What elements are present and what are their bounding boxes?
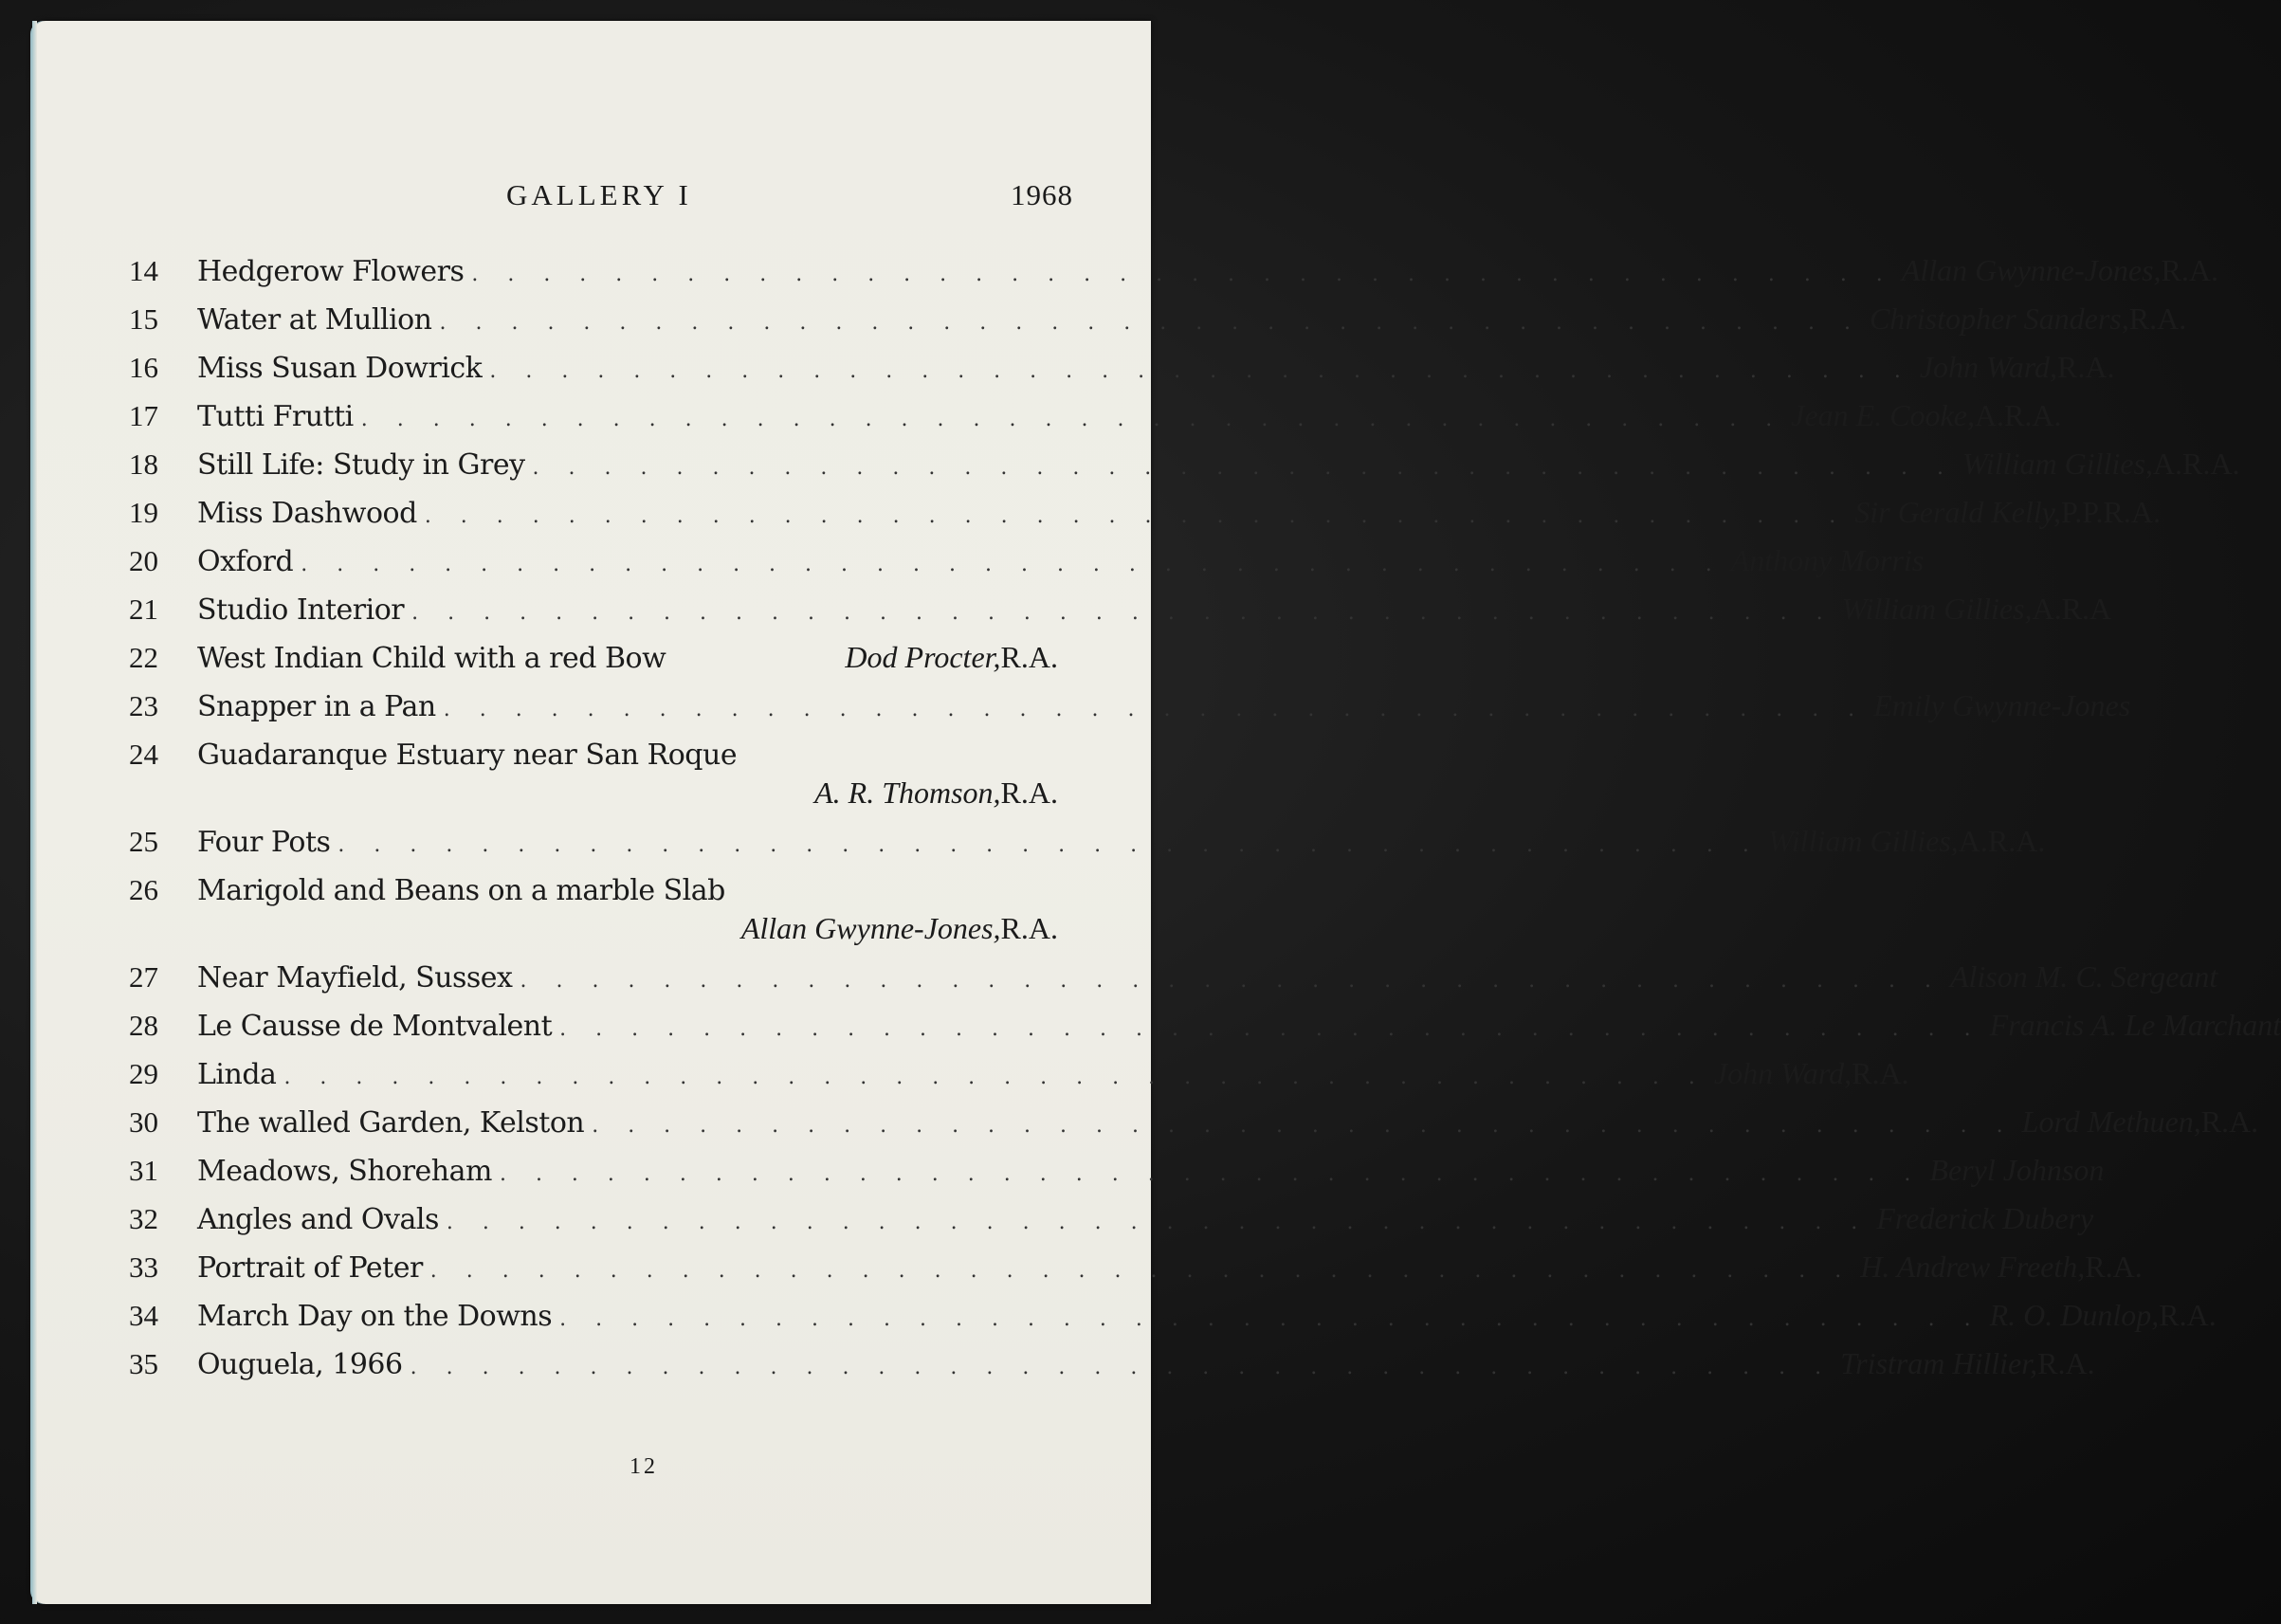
artist-name: A. R. Thomson, <box>814 776 1001 810</box>
artist-name: Sir Gerald Kelly, <box>1854 495 2062 529</box>
list-item <box>129 1293 2217 1341</box>
list-item <box>129 1245 2143 1293</box>
leader-dots <box>592 1107 2014 1145</box>
list-item <box>129 819 2046 867</box>
artist-name: Alison M. C. Sergeant <box>1949 959 2218 994</box>
artist-honor: R.A. <box>1000 640 1058 674</box>
leader-dots <box>520 962 1942 1000</box>
artist-honor: A.R.A. <box>1958 824 2046 858</box>
leader-dots <box>447 1204 1869 1242</box>
leader-dots <box>338 827 1760 865</box>
leader-dots <box>471 256 1893 294</box>
artist-honor: A.R.A. <box>1974 398 2062 432</box>
leader-dots <box>361 401 1783 439</box>
artwork-title: Guadaranque Estuary near San Roque <box>197 739 738 772</box>
artwork-title: Angles and Ovals <box>197 1203 439 1236</box>
page-number: 12 <box>630 1454 658 1479</box>
list-item <box>129 538 1925 587</box>
list-item <box>129 1100 2259 1148</box>
artwork-title: Studio Interior <box>197 593 405 627</box>
artwork-title: Oxford <box>197 545 294 578</box>
list-item <box>129 490 2161 538</box>
artist-honor: A.R.A. <box>2152 447 2240 481</box>
artist-honor: R.A. <box>2161 253 2218 287</box>
artist-honor: R.A. <box>2128 301 2187 336</box>
leader-dots <box>489 353 1911 391</box>
artist-honor: P.P.R.A. <box>2061 495 2161 529</box>
list-item <box>129 1196 2094 1245</box>
artwork-title: Ouguela, 1966 <box>197 1348 403 1381</box>
leader-dots <box>430 1252 1852 1290</box>
list-item <box>129 345 2115 393</box>
artist-honor: R.A. <box>1852 1056 1909 1090</box>
entry-number: 31 <box>129 1154 158 1187</box>
list-item <box>129 1341 2095 1390</box>
artist-name: William Gillies, <box>1841 592 2033 626</box>
artist-name: Frederick Dubery <box>1876 1201 2094 1235</box>
leader-dots <box>283 1059 1706 1097</box>
artist-honor: R.A. <box>2037 1346 2095 1380</box>
entry-number: 24 <box>129 738 158 771</box>
entry-number: 16 <box>129 351 158 384</box>
artist-honor: R.A. <box>2200 1104 2259 1139</box>
entry-number: 26 <box>129 873 158 906</box>
artist-name: R. O. Dunlop, <box>1989 1298 2160 1332</box>
artwork-title: Snapper in a Pan <box>197 690 436 723</box>
catalogue-page <box>32 21 2281 1604</box>
artist-name: John Ward, <box>1713 1056 1852 1090</box>
artwork-title: Water at Mullion <box>197 303 432 337</box>
gallery-title: GALLERY I <box>506 178 692 211</box>
artist-name: Dod Procter, <box>845 640 1001 674</box>
entry-number: 34 <box>129 1299 158 1332</box>
leader-dots <box>559 1301 1981 1339</box>
artist-name: John Ward, <box>1919 350 2058 384</box>
artwork-title: Miss Dashwood <box>197 497 417 530</box>
list-item <box>129 587 2112 635</box>
artist-honor: R.A. <box>2085 1250 2143 1284</box>
artist-name: Christopher Sanders, <box>1869 301 2129 336</box>
artist-name: William Gillies, <box>1962 447 2153 481</box>
artwork-title: Tutti Frutti <box>197 400 354 433</box>
artist-honor: R.A. <box>2159 1298 2217 1332</box>
artist-name: Allan Gwynne-Jones, <box>740 911 1001 945</box>
list-item <box>129 684 2131 732</box>
artist-honor: R.A. <box>2057 350 2115 384</box>
artist-name: H. Andrew Freeth, <box>1860 1250 2086 1284</box>
entry-number: 19 <box>129 496 158 529</box>
list-item <box>129 1003 2281 1051</box>
artwork-title: The walled Garden, Kelston <box>197 1106 585 1140</box>
artwork-title: Marigold and Beans on a marble Slab <box>197 874 725 907</box>
entry-number: 32 <box>129 1202 158 1235</box>
entry-number: 14 <box>129 254 158 287</box>
artwork-title: Miss Susan Dowrick <box>197 352 483 385</box>
entry-number: 22 <box>129 641 158 674</box>
list-item <box>129 442 2240 490</box>
artwork-title: Portrait of Peter <box>197 1251 423 1285</box>
artist-honor: R.A. <box>1000 911 1058 945</box>
entry-number: 28 <box>129 1009 158 1042</box>
entry-number: 21 <box>129 593 158 626</box>
artwork-title: Near Mayfield, Sussex <box>197 961 513 994</box>
list-item <box>129 1148 2105 1196</box>
list-item <box>129 297 2187 345</box>
leader-dots <box>301 546 1723 584</box>
entry-number: 27 <box>129 960 158 994</box>
entry-number: 18 <box>129 447 158 481</box>
artist-name: Jean E. Cooke, <box>1791 398 1975 432</box>
leader-dots <box>425 498 1847 536</box>
artist-name: Tristram Hillier, <box>1840 1346 2038 1380</box>
artist-name: Emily Gwynne-Jones <box>1873 688 2131 722</box>
list-item <box>129 635 1058 684</box>
list-item <box>129 393 2062 442</box>
artwork-title: Meadows, Shoreham <box>197 1155 492 1188</box>
entry-number: 33 <box>129 1250 158 1284</box>
leader-dots <box>533 449 1955 487</box>
artwork-title: West Indian Child with a red Bow <box>197 642 666 675</box>
catalogue-year: 1968 <box>1011 178 1073 211</box>
leader-dots <box>411 1349 1833 1387</box>
list-item <box>129 1051 1909 1100</box>
entry-number: 29 <box>129 1057 158 1090</box>
entry-number: 35 <box>129 1347 158 1380</box>
entry-number: 25 <box>129 825 158 858</box>
list-item <box>129 248 2218 297</box>
list-item <box>129 955 2218 1003</box>
artist-honor: R.A. <box>1000 776 1058 810</box>
leader-dots <box>500 1156 1922 1194</box>
list-item <box>129 867 1058 955</box>
entry-number: 17 <box>129 399 158 432</box>
artist-honor: A.R.A <box>2032 592 2112 626</box>
artist-name: William Gillies, <box>1767 824 1959 858</box>
artist-name: Allan Gwynne-Jones, <box>1901 253 2162 287</box>
exhibit-list <box>129 248 2281 1390</box>
artwork-title: Le Causse de Montvalent <box>197 1010 553 1043</box>
artwork-title: Still Life: Study in Grey <box>197 448 525 482</box>
leader-dots <box>439 304 1861 342</box>
artist-name: Lord Methuen, <box>2021 1104 2201 1139</box>
entry-number: 15 <box>129 302 158 336</box>
leader-dots <box>559 1011 1981 1049</box>
leader-dots <box>444 691 1866 729</box>
artwork-title: Hedgerow Flowers <box>197 255 465 288</box>
list-item <box>129 732 1058 819</box>
leader-dots <box>411 594 1834 632</box>
artist-name: Anthony Morris <box>1730 543 1925 577</box>
entry-number: 23 <box>129 689 158 722</box>
entry-number: 20 <box>129 544 158 577</box>
artwork-title: Four Pots <box>197 826 331 859</box>
artist-name: Francis A. Le Marchant <box>1989 1008 2281 1042</box>
artwork-title: Linda <box>197 1058 277 1091</box>
entry-number: 30 <box>129 1105 158 1139</box>
artwork-title: March Day on the Downs <box>197 1300 553 1333</box>
artist-name: Beryl Johnson <box>1929 1153 2105 1187</box>
